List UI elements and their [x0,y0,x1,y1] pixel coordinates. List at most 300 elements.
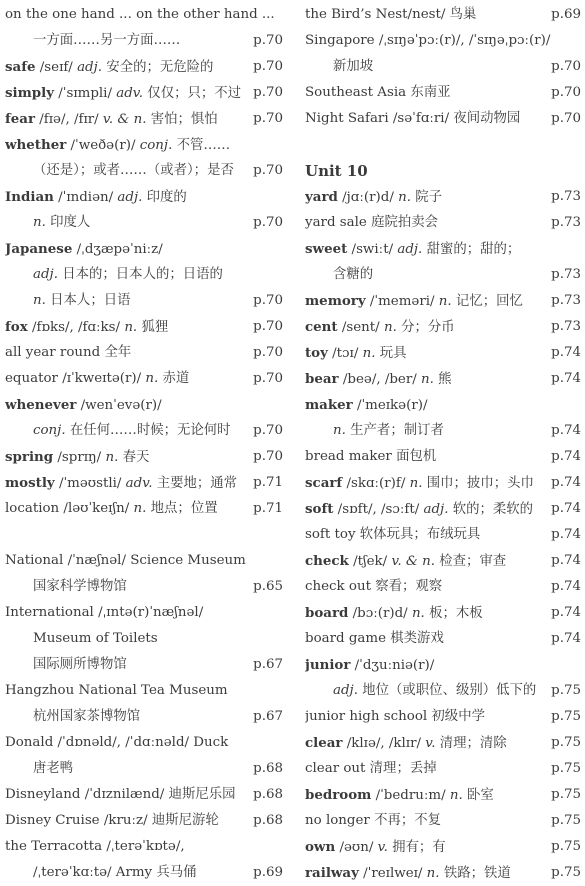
entry-fragment: 甜蜜的；甜的； [422,242,521,257]
page-reference: p.70 [253,85,283,100]
headword: soft [305,501,334,517]
glossary-line [5,756,283,782]
entry-fragment: International /ˌɪntə(r)ˈnæʃnəl/ [5,605,204,620]
entry-fragment: /ˈsɪmpli/ [54,86,117,101]
glossary-line [305,470,581,496]
page-reference: p.74 [551,527,581,542]
glossary-line [305,704,581,730]
entry-fragment: 铁路；铁道 [439,866,511,881]
glossary-line [5,314,283,340]
entry-fragment: 含糖的 [333,267,374,282]
entry-text [305,28,550,54]
part-of-speech: n. [426,866,440,881]
entry-text [33,626,158,652]
entry-fragment: 春天 [118,450,150,465]
entry-text [33,574,127,600]
entry-text [333,54,373,80]
page-reference: p.73 [551,319,581,334]
headword: fear [5,111,36,127]
page-reference: p.70 [253,293,283,308]
entry-text [305,496,533,522]
headword: fox [5,319,28,335]
entry-fragment: /ˈməʊstli/ [54,476,126,491]
page-reference: p.70 [253,111,283,126]
entry-fragment: /swiːt/ [347,242,398,257]
page-reference: p.74 [551,345,581,360]
part-of-speech: adj. [77,60,103,75]
glossary-line [305,262,581,288]
entry-fragment: 地位（或职位、级别）低下的 [357,683,537,698]
entry-fragment: /klɪə/, /klɪr/ [342,736,426,751]
page-reference: p.75 [551,683,581,698]
entry-fragment: /ˈɪndiən/ [53,190,118,205]
entry-text [5,392,162,418]
entry-fragment: 围巾；披巾；头巾 [422,476,534,491]
page-reference: p.75 [551,813,581,828]
glossary-line [305,392,581,418]
entry-fragment: yard sale 庭院拍卖会 [305,215,439,230]
headword: railway [305,865,359,881]
entry-fragment: /sprɪŋ/ [53,450,106,465]
entry-text [5,80,241,106]
entry-fragment: /ˌdʒæpəˈniːz/ [72,242,163,257]
entry-text [305,600,483,626]
glossary-line [305,80,581,106]
page-reference: p.74 [551,501,581,516]
page-reference: p.65 [253,579,283,594]
entry-fragment: （还是）；或者……（或者）；是否 [33,163,234,178]
entry-text [305,184,442,210]
entry-fragment: 一方面……另一方面…… [33,33,181,48]
page-reference: p.70 [253,371,283,386]
entry-text [5,106,218,132]
entry-fragment: 分；分币 [396,320,455,335]
entry-text [33,210,90,236]
entry-fragment: Donald /ˈdɒnəld/, /ˈdɑːnəld/ Duck [5,735,229,750]
entry-text [5,548,246,574]
entry-fragment: /ˈmeməri/ [365,294,439,309]
headword: junior [305,657,351,673]
glossary-line [5,834,283,860]
entry-text [33,860,197,886]
part-of-speech: conj. [139,138,173,153]
entry-text [305,80,451,106]
part-of-speech: adj. [397,242,423,257]
entry-text [5,600,203,626]
entry-fragment: /ˌterəˈkɑːtə/ Army 兵马俑 [33,865,197,880]
entry-text [5,444,149,470]
entry-fragment: 软的；柔软的 [448,502,534,517]
entry-fragment: 唐老鸭 [33,761,74,776]
page-reference: p.74 [551,631,581,646]
headword: sweet [305,241,348,257]
headword: scarf [305,475,343,491]
headword: mostly [5,475,55,491]
entry-text [305,366,452,392]
entry-fragment: /bɔː(r)d/ [348,606,412,621]
glossary-line [5,366,283,392]
entry-fragment: 玩具 [375,346,407,361]
glossary-line [305,314,581,340]
entry-text [333,418,444,444]
glossary-line [5,262,283,288]
glossary-line [5,704,283,730]
page-reference: p.68 [253,813,283,828]
glossary-line [305,782,581,808]
entry-fragment: the Bird’s Nest/nest/ 鸟巢 [305,7,477,22]
entry-fragment: 国家科学博物馆 [33,579,127,594]
part-of-speech: n. [33,293,46,308]
entry-text [305,548,506,574]
entry-fragment: /fɪə/, /fɪr/ [35,112,103,127]
part-of-speech: n. [438,294,452,309]
entry-text [305,522,480,548]
entry-text [5,366,189,392]
part-of-speech: n. [333,423,346,438]
entry-fragment: 生产者；制订者 [345,423,444,438]
entry-text [305,210,438,236]
part-of-speech: n. [124,320,138,335]
entry-fragment: /ˈweðə(r)/ [66,138,140,153]
entry-text [305,808,441,834]
part-of-speech: n. [383,320,397,335]
part-of-speech: adj. [333,683,358,698]
glossary-line [305,600,581,626]
entry-fragment: 地点；位置 [146,501,218,516]
entry-fragment: all year round 全年 [5,345,132,360]
glossary-line [305,106,581,132]
entry-fragment: 在任何……时候；无论何时 [65,423,231,438]
glossary-line [305,808,581,834]
glossary-line [305,496,581,522]
headword: bear [305,371,339,387]
entry-text [33,288,131,314]
entry-fragment: 害怕；惧怕 [146,112,218,127]
page-reference: p.74 [551,449,581,464]
page-reference: p.70 [253,449,283,464]
page-reference: p.74 [551,371,581,386]
entry-text [305,860,511,886]
glossary-line [305,54,581,80]
entry-fragment: Hangzhou National Tea Museum [5,683,228,698]
page-reference: p.74 [551,579,581,594]
entry-text [305,730,507,756]
page-reference: p.70 [551,85,581,100]
page-reference: p.69 [551,7,581,22]
glossary-line [305,210,581,236]
entry-fragment: National /ˈnæʃnəl/ Science Museum [5,553,246,568]
entry-fragment: 熊 [433,372,452,387]
glossary-line [305,418,581,444]
glossary-line [5,210,283,236]
entry-fragment: 印度的 [142,190,187,205]
page-reference: p.75 [551,709,581,724]
headword: Indian [5,189,54,205]
entry-text [5,730,228,756]
entry-fragment: board game 棋类游戏 [305,631,444,646]
part-of-speech: v. [425,736,436,751]
entry-text [305,158,368,184]
entry-fragment: 记忆；回忆 [451,294,523,309]
page-reference: p.70 [253,33,283,48]
page-reference: p.73 [551,267,581,282]
part-of-speech: v. & n. [102,112,147,127]
glossary-line [5,730,283,756]
entry-text [33,28,180,54]
entry-fragment: Southeast Asia 东南亚 [305,85,451,100]
entry-fragment: 卧室 [462,788,494,803]
glossary-line [305,834,581,860]
glossary-line [5,652,283,678]
glossary-line [5,340,283,366]
entry-fragment: location /ləʊˈkeɪʃn/ [5,501,134,516]
headword: whether [5,137,67,153]
glossary-line [5,678,283,704]
page-reference: p.70 [551,59,581,74]
entry-fragment: /fɒks/, /fɑːks/ [27,320,125,335]
page-reference: p.74 [551,553,581,568]
entry-fragment: /ˈreɪlweɪ/ [358,866,427,881]
entry-fragment: /tɔɪ/ [327,346,363,361]
page-reference: p.70 [253,319,283,334]
entry-text [33,262,223,288]
glossary-line [305,756,581,782]
entry-text [305,314,455,340]
headword: board [305,605,349,621]
entry-text [305,704,485,730]
entry-fragment: 拥有；有 [387,840,446,855]
entry-fragment: /sent/ [337,320,384,335]
entry-fragment: 国际厕所博物馆 [33,657,127,672]
entry-text [5,834,185,860]
page-reference: p.69 [253,865,283,880]
entry-text [305,834,446,860]
part-of-speech: conj. [33,423,66,438]
entry-fragment: 仅仅；只；不过 [143,86,242,101]
headword: spring [5,449,54,465]
entry-fragment: check out 察看；观察 [305,579,443,594]
glossary-line [5,808,283,834]
entry-text [305,782,494,808]
entry-fragment: /seɪf/ [35,60,78,75]
glossary-line [305,860,581,886]
page-reference: p.74 [551,605,581,620]
page-reference: p.75 [551,839,581,854]
entry-fragment: junior high school 初级中学 [305,709,485,724]
glossary-line [305,626,581,652]
page-reference: p.74 [551,475,581,490]
glossary-line [5,54,283,80]
page-reference: p.67 [253,657,283,672]
glossary-line [305,730,581,756]
entry-fragment: clear out 清理；丢掉 [305,761,437,776]
glossary-line [305,548,581,574]
entry-text [5,132,230,158]
entry-text [333,262,373,288]
page-reference: p.74 [551,423,581,438]
glossary-line [305,678,581,704]
glossary-line [5,236,283,262]
glossary-line [5,288,283,314]
entry-fragment: /beə/, /ber/ [338,372,422,387]
entry-fragment: no longer 不再；不复 [305,813,442,828]
part-of-speech: adv. [116,86,144,101]
entry-fragment: /ˈmeɪkə(r)/ [352,398,428,413]
glossary-line [5,548,283,574]
entry-text [5,808,219,834]
entry-fragment: 赤道 [158,371,190,386]
entry-text [305,236,520,262]
entry-text [305,574,442,600]
headword: toy [305,345,328,361]
entry-fragment: Singapore /ˌsɪŋəˈpɔː(r)/, /ˈsɪŋəˌpɔː(r)/ [305,33,551,48]
page-reference: p.70 [253,423,283,438]
part-of-speech: adv. [125,476,153,491]
headword: cent [305,319,338,335]
page-reference: p.67 [253,709,283,724]
entry-fragment: equator /ɪˈkweɪtə(r)/ [5,371,146,386]
page-reference: p.70 [551,111,581,126]
part-of-speech: n. [409,476,423,491]
glossary-line [5,2,283,28]
headword: Japanese [5,241,73,257]
glossary-line [305,444,581,470]
glossary-line [5,132,283,158]
glossary-line [5,860,283,886]
page-reference: p.75 [551,865,581,880]
entry-fragment: /wenˈevə(r)/ [76,398,162,413]
entry-fragment: 院子 [410,190,443,205]
entry-fragment: 清理；清除 [435,736,507,751]
entry-text [305,470,534,496]
part-of-speech: adj. [423,502,449,517]
page-reference: p.73 [551,215,581,230]
entry-text [305,340,407,366]
entry-text [305,288,523,314]
glossary-line [5,574,283,600]
page-reference: p.70 [253,163,283,178]
glossary-line [5,626,283,652]
headword: yard [305,189,338,205]
entry-fragment: /skɑː(r)f/ [342,476,410,491]
page-reference: p.75 [551,735,581,750]
part-of-speech: n. [421,372,434,387]
entry-text [5,678,228,704]
part-of-speech: n. [449,788,463,803]
glossary-line [5,80,283,106]
page-reference: p.68 [253,761,283,776]
part-of-speech: n. [411,606,425,621]
entry-fragment: /tʃek/ [348,554,392,569]
page-reference: p.75 [551,787,581,802]
part-of-speech: v. & n. [391,554,435,569]
headword: bedroom [305,787,372,803]
page-reference: p.73 [551,189,581,204]
entry-fragment: /ˈdʒuːniə(r)/ [350,658,435,673]
page-reference: p.71 [253,475,283,490]
entry-fragment: Disney Cruise /kruːz/ 迪斯尼游轮 [5,813,219,828]
entry-fragment: 日本的；日本人的；日语的 [57,267,223,282]
glossary-line [305,652,581,678]
page-reference: p.73 [551,293,581,308]
glossary-line [305,522,581,548]
entry-fragment: 狐狸 [137,320,169,335]
entry-text [333,678,536,704]
glossary-line [5,392,283,418]
part-of-speech: n. [105,450,119,465]
part-of-speech: n. [33,215,46,230]
entry-fragment: 主要地；通常 [152,476,238,491]
entry-text [33,418,231,444]
headword: memory [305,293,366,309]
entry-text [305,444,436,470]
glossary-line [5,158,283,184]
entry-fragment: /əʊn/ [335,840,378,855]
glossary-line [5,496,283,522]
entry-fragment: /sɒft/, /sɔːft/ [333,502,424,517]
entry-fragment: the Terracotta /ˌterəˈkɒtə/, [5,839,185,854]
entry-text [305,652,434,678]
entry-text [305,392,427,418]
glossary-line [5,418,283,444]
glossary-line [305,158,581,184]
entry-fragment: 日本人；日语 [45,293,131,308]
glossary-line [305,28,581,54]
entry-fragment: /ˈbedruːm/ [371,788,450,803]
entry-text [5,496,218,522]
glossary-line [5,106,283,132]
glossary-line [5,782,283,808]
headword: safe [5,59,36,75]
entry-text [5,2,275,28]
entry-fragment: on the one hand ... on the other hand ... [5,7,275,22]
page-reference: p.70 [253,215,283,230]
part-of-speech: n. [362,346,376,361]
headword: whenever [5,397,77,413]
part-of-speech: n. [398,190,411,205]
page-reference: p.70 [253,345,283,360]
glossary-line [305,366,581,392]
entry-text [305,756,437,782]
entry-text [305,626,444,652]
entry-text [305,2,476,28]
entry-text [5,236,163,262]
glossary-line [305,574,581,600]
headword: clear [305,735,343,751]
entry-fragment: 板；木板 [424,606,483,621]
entry-fragment: bread maker 面包机 [305,449,437,464]
glossary-line [305,340,581,366]
entry-text [5,314,168,340]
page-reference: p.71 [253,501,283,516]
headword: simply [5,85,55,101]
entry-fragment: 检查；审查 [434,554,507,569]
entry-text [305,106,520,132]
entry-text [33,158,234,184]
glossary-line [305,288,581,314]
entry-text [5,184,187,210]
entry-text [5,470,237,496]
part-of-speech: adj. [117,190,143,205]
headword: maker [305,397,353,413]
entry-fragment: Museum of Toilets [33,631,158,646]
entry-fragment: Night Safari /səˈfɑːri/ 夜间动物园 [305,111,521,126]
entry-fragment: 新加坡 [333,59,374,74]
page-reference: p.75 [551,761,581,776]
unit-heading: Unit 10 [305,162,368,180]
entry-fragment: soft toy 软体玩具；布绒玩具 [305,527,481,542]
glossary-line [5,600,283,626]
